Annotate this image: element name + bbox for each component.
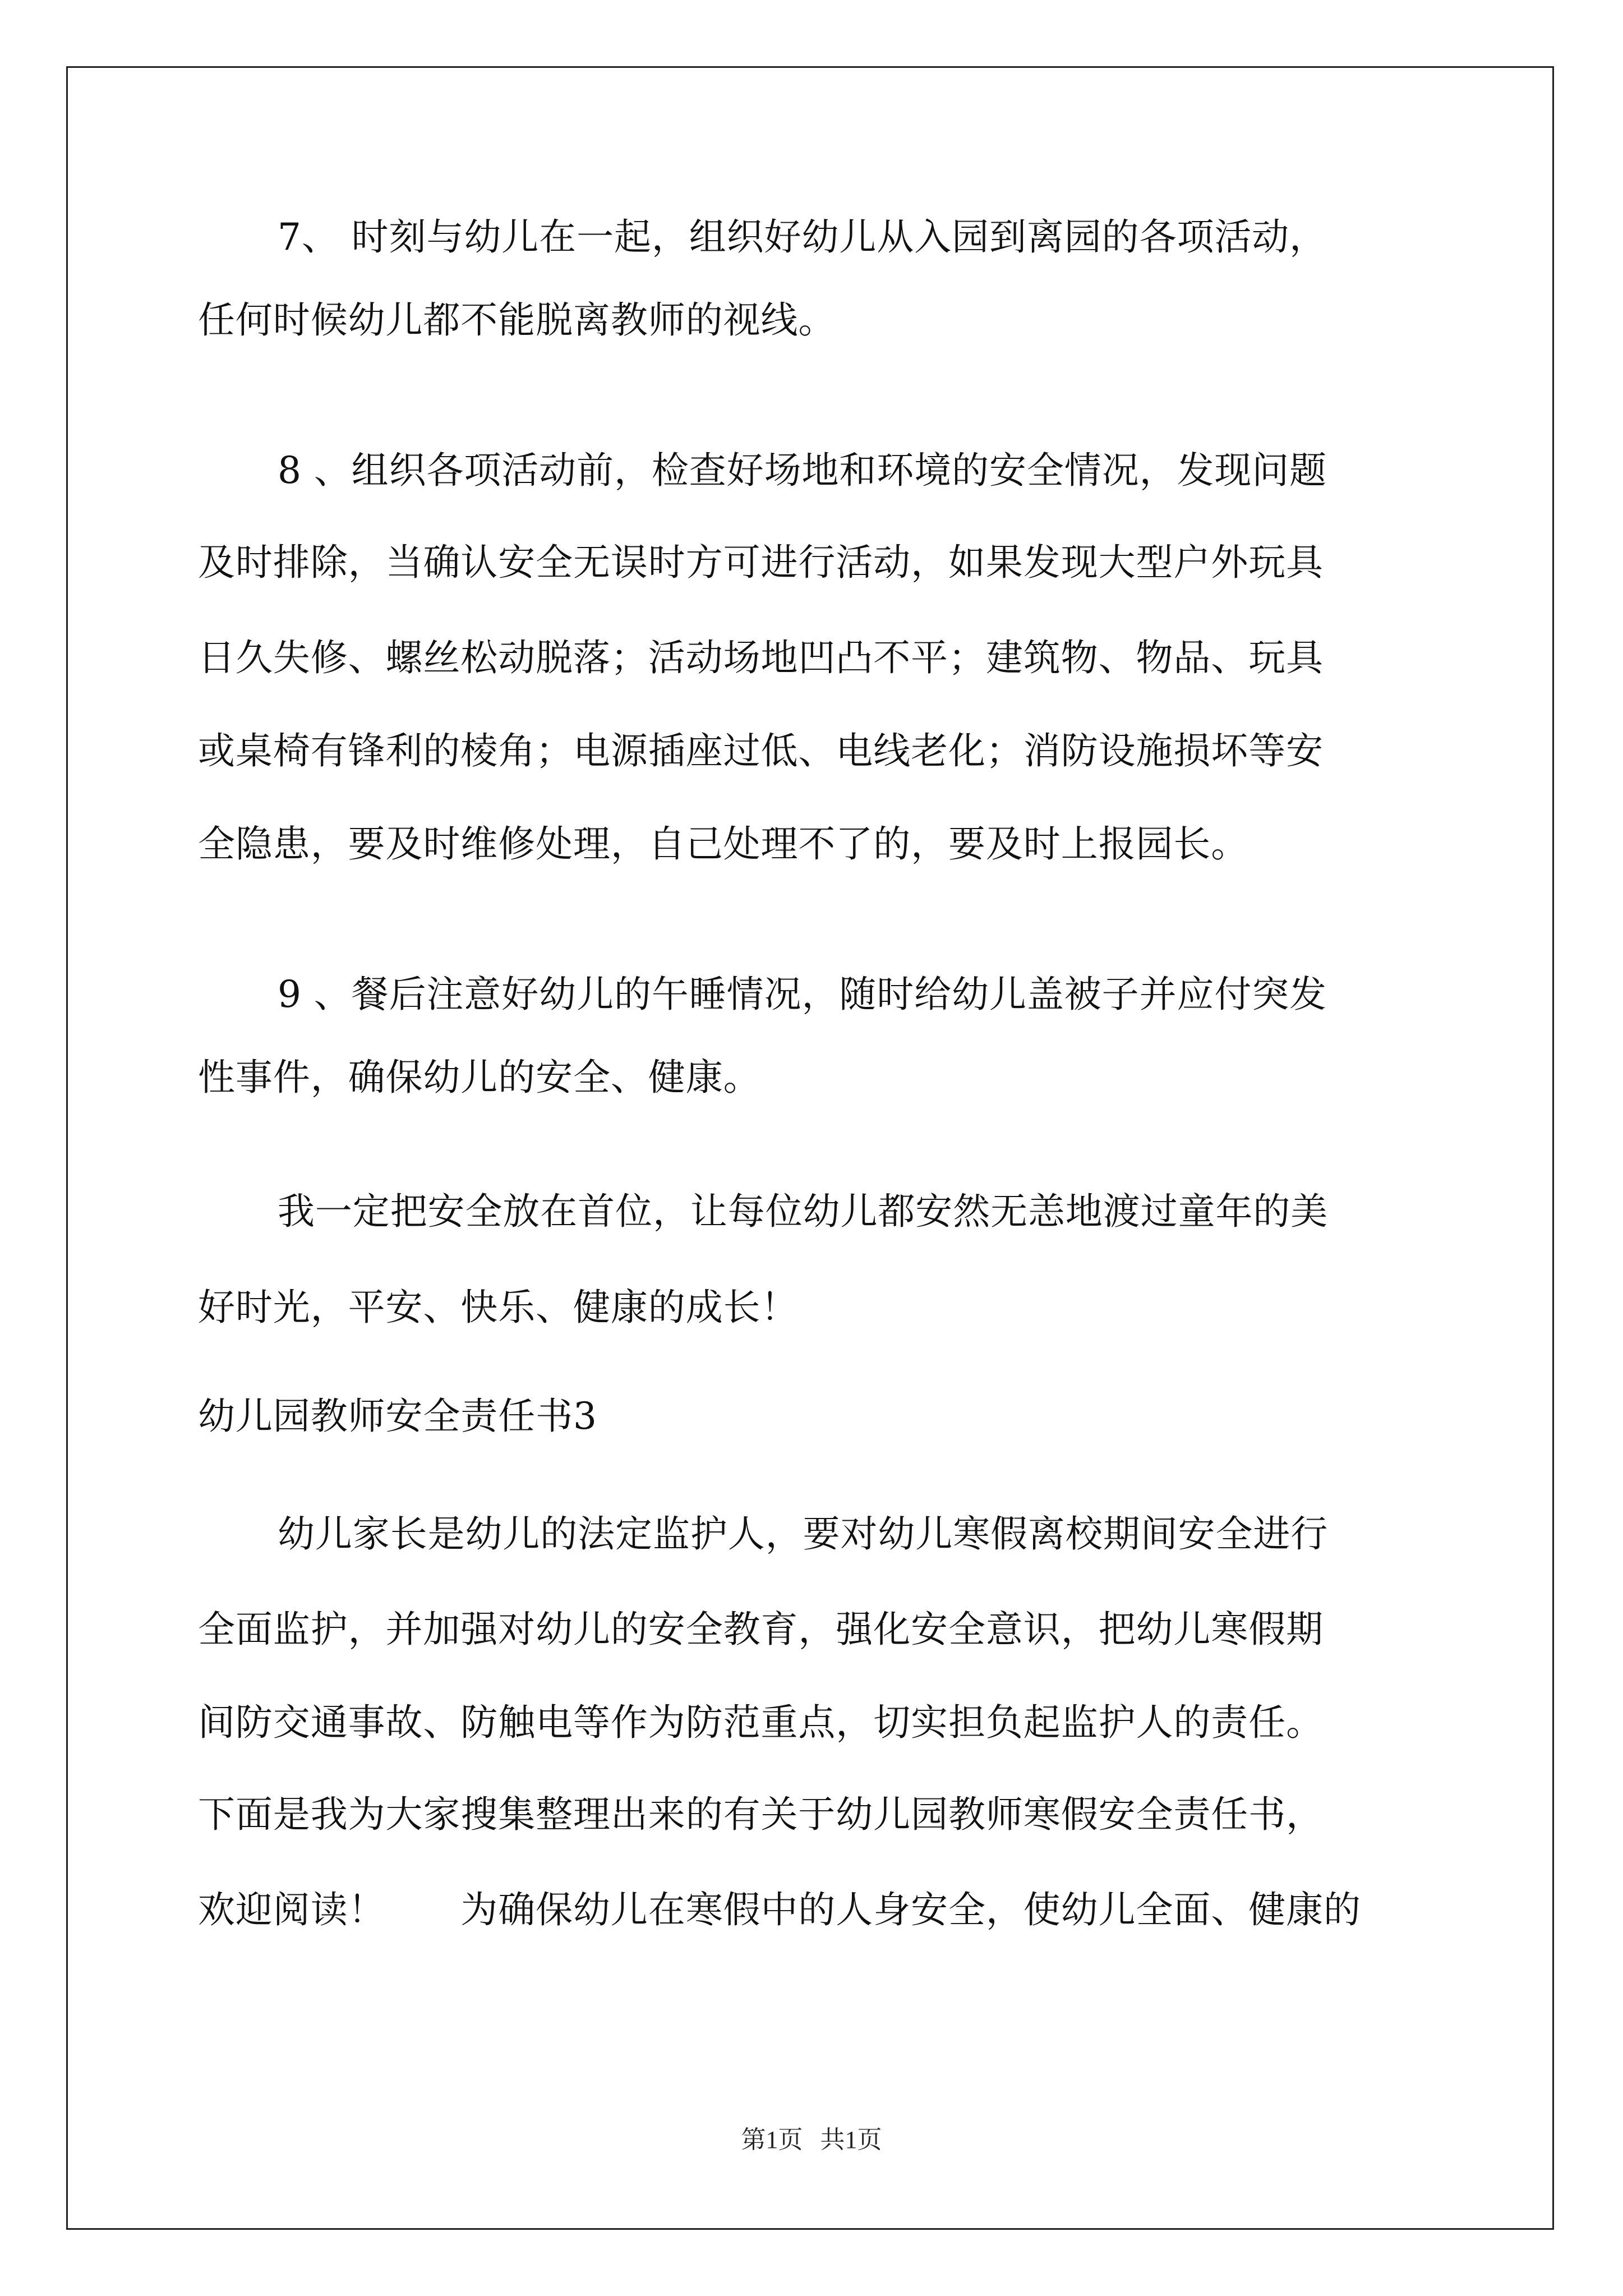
paragraph-line: 性事件，确保幼儿的安全、健康。 bbox=[198, 1056, 761, 1099]
paragraph-line: 日久失修、螺丝松动脱落；活动场地凹凸不平；建筑物、物品、玩具 bbox=[198, 636, 1324, 679]
section-heading: 幼儿园教师安全责任书3 bbox=[198, 1395, 597, 1438]
paragraph-line: 8 、组织各项活动前，检查好场地和环境的安全情况，发现问题 bbox=[278, 449, 1327, 492]
paragraph-line: 欢迎阅读！ 为确保幼儿在寒假中的人身安全，使幼儿全面、健康的 bbox=[198, 1888, 1361, 1931]
paragraph-line: 7、 时刻与幼儿在一起，组织好幼儿从入园到离园的各项活动， bbox=[278, 215, 1327, 259]
page-footer bbox=[0, 2123, 1623, 2157]
page-total: 共1页 bbox=[820, 2126, 882, 2154]
paragraph-line: 好时光，平安、快乐、健康的成长！ bbox=[198, 1286, 799, 1329]
page-number: 第1页 bbox=[741, 2126, 803, 2154]
paragraph-line: 全面监护，并加强对幼儿的安全教育，强化安全意识，把幼儿寒假期 bbox=[198, 1608, 1324, 1651]
paragraph-line: 或桌椅有锋利的棱角；电源插座过低、电线老化；消防设施损坏等安 bbox=[198, 729, 1324, 772]
paragraph-line: 及时排除，当确认安全无误时方可进行活动，如果发现大型户外玩具 bbox=[198, 541, 1324, 584]
paragraph-line: 幼儿家长是幼儿的法定监护人，要对幼儿寒假离校期间安全进行 bbox=[278, 1512, 1329, 1556]
paragraph-line: 全隐患，要及时维修处理，自己处理不了的，要及时上报园长。 bbox=[198, 822, 1249, 866]
paragraph-line: 我一定把安全放在首位，让每位幼儿都安然无恙地渡过童年的美 bbox=[278, 1190, 1329, 1233]
paragraph-line: 下面是我为大家搜集整理出来的有关于幼儿园教师寒假安全责任书， bbox=[198, 1793, 1324, 1836]
paragraph-line: 间防交通事故、防触电等作为防范重点，切实担负起监护人的责任。 bbox=[198, 1701, 1324, 1744]
paragraph-line: 9 、餐后注意好幼儿的午睡情况，随时给幼儿盖被子并应付突发 bbox=[278, 973, 1327, 1016]
paragraph-line: 任何时候幼儿都不能脱离教师的视线。 bbox=[198, 298, 836, 342]
